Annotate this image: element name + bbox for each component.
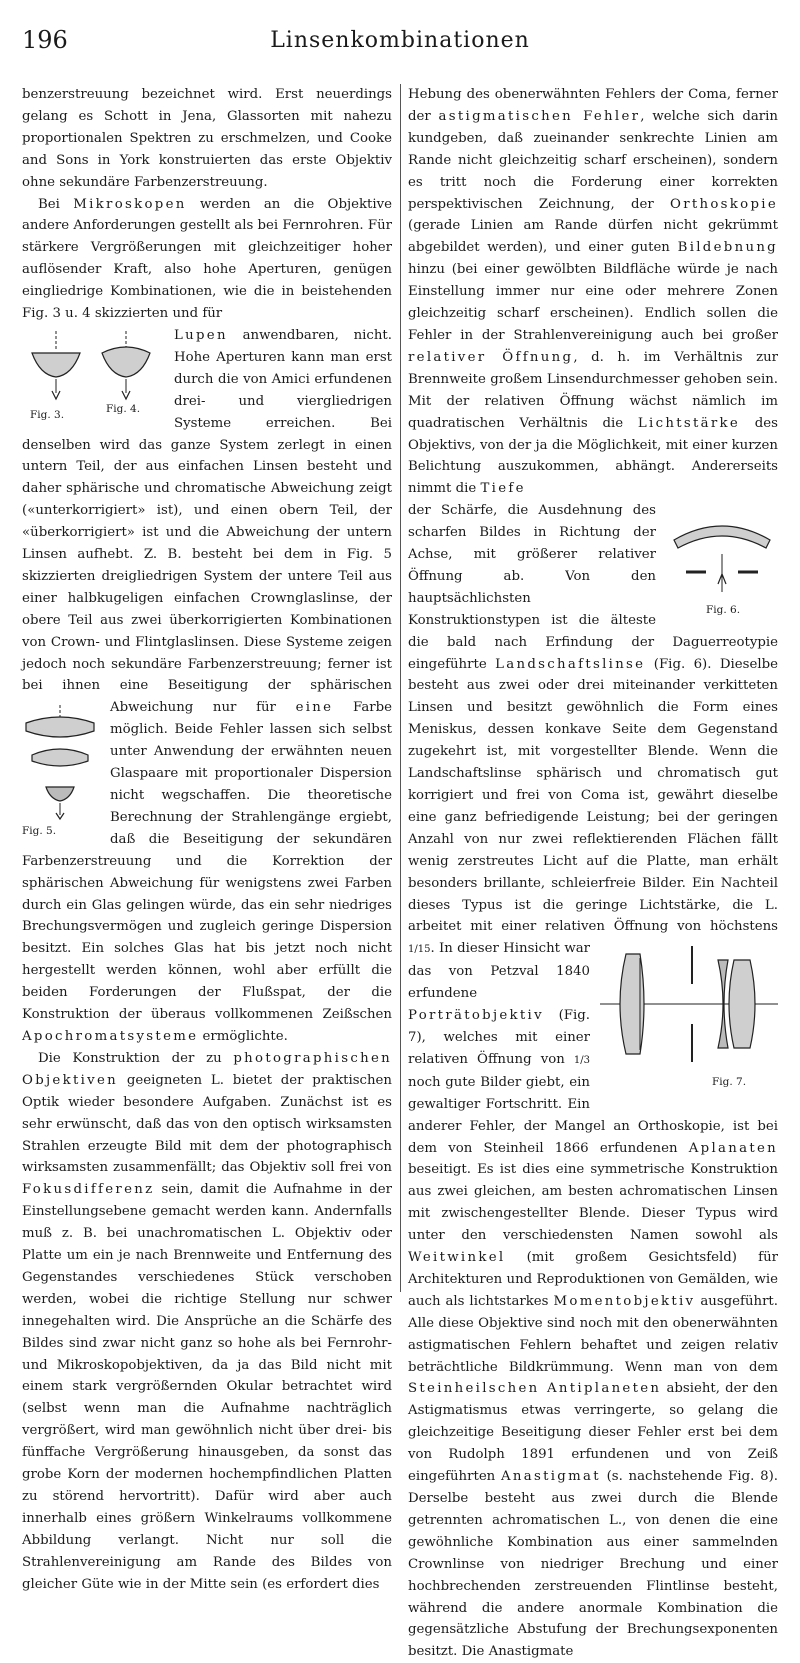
figure-5-caption: Fig. 5.	[22, 825, 57, 838]
figure-3-4	[22, 327, 164, 423]
paragraph-continued: Hebung des obenerwähnten Fehlers der Coma, ferner der astigmatischen Fehler, welche sich darin kundgeben, daß zueinander senkrechte Linien am Rande nicht gleichzeitig scharf erscheinen), sondern es tritt noch die Forderung einer korrekten perspektivischen Zeichnung, der Orthoskopie (gerade Linien am Rande dürfen nicht gekrümmt abgebildet werden), und einer guten Bildebnung hinzu (bei einer gewölbten Bildfläche würde je nach Einstellung immer nur eine oder mehrere Zonen gleichzeitig scharf erscheinen). Endlich sollen die Fehler in der Strahlenvereinigung auch bei großer relativer Öffnung, d. h. im Verhältnis zur Brennweite großem Linsendurchmesser gehoben sein. Mit der relativen Öffnung wächst nämlich im quadratischen Verhältnis die Lichtstärke des Objektivs, von der ja die Möglichkeit, mit einer kurzen Belichtung auszukommen, abhängt. Andererseits nimmt die Tiefe	[408, 87, 778, 497]
portrait-objective-diagram	[600, 944, 778, 1094]
figure-7-caption: Fig. 7.	[712, 1076, 747, 1089]
running-title: Linsenkombinationen	[270, 28, 530, 53]
figure-4-caption: Fig. 4.	[106, 402, 141, 415]
left-column: benzerstreuung bezeichnet wird. Erst neuerdings gelang es Schott in Jena, Glassorten mit nahezu proportionalen Spektren zu erschmelzen, und Cooke and Sons in York konstruierten das erste Objektiv ohne sekundäre Farbenzerstreuung. Bei Mikroskopen werden an die Objektive andere Anforderungen gestellt als bei Fernrohren. Für stärkere Vergrößerungen mit gleichzeitiger hoher auflösender Kraft, also hohe Aperturen, genügen eingliedrige Kombinationen, wie die in beistehenden Fig. 3 u. 4 skizzierten und für Fig. 3. Fig. 4. Lupen anwendbaren, nicht. Hohe Aperturen kann man erst durch die von Amici erfundenen drei- und viergliedrigen Systeme erreichen. Bei denselben wird das ganze System zerlegt in einen untern Teil, der aus einfachen Linsen besteht und daher sphärische und chromatische Abweichung zeigt («unterkorrigiert» ist), und einen obern Teil, der «überkorrigiert» ist und die Abweichung der untern Linsen aufhebt. Z. B. besteht bei dem in Fig. 5 skizzierten dreigliedrigen System der untere Teil aus einer halbkugeligen einfachen Crownglaslinse, der obere Teil aus zwei überkorrigierten Kombinationen von Crown- und Flintglaslinsen. Diese Systeme zeigen jedoch noch sekundäre Farbenzerstreuung; ferner ist bei ihnen eine Beseitigung der sphärischen Abweichung nur für Fig. 5. eine Farbe möglich. Beide Fehler lassen sich selbst unter Anwendung der erwähnten neuen Glaspaare mit proportionaler Dispersion nicht wegschaffen. Die theoretische Berechnung der Strahlengänge ergiebt, daß die Beseitigung der sekundären Farbenzerstreuung und die Korrektion der sphärischen Abweichung für wenigstens zwei Farben durch ein Glas gelingen würde, das ein sehr niedriges Brechungsvermögen und zugleich geringe Dispersion besitzt. Ein solches Glas hat bis jetzt noch nicht hergestellt werden können, wohl aber erfüllt die beiden Forderungen der Flußspat, der die Konstruktion der überaus vollkommenen Zeißschen Apochromatsysteme ermöglichte. Die Konstruktion der zu photographischen Objektiven geeigneten L. bietet der praktischen Optik wieder besondere Aufgaben. Zunächst ist es sehr erwünscht, daß das von den optisch wirksamsten Strahlen erzeugte Bild mit dem der photographisch wirksamsten zusammenfällt; das Objektiv soll frei von Fokusdifferenz sein, damit die Aufnahme in der Einstellungsebene gemacht werden kann. Andernfalls muß z. B. bei unachromatischen L. Objektiv oder Platte um ein je nach Brennweite und Entfernung des Gegenstandes verschiedenes Stück verschoben werden, wobei die richtige Stellung nur schwer innegehalten wird. Die Ansprüche an die Schärfe des Bildes sind zwar nicht ganz so hohe als bei Fernrohr- und Mikroskopobjektiven, da ja das Bild nicht mit einem stark vergrößernden Okular betrachtet wird (selbst wenn man die Aufnahme nachträglich vergrößert, wird man gewöhnlich nicht über drei- bis fünffache Vergrößerung hinausgeben, da sonst das grobe Korn der modernen hochempfindlichen Platten zu störend hervortritt). Dafür wird aber auch innerhalb eines größern Winkelraums vollkommene Abbildung verlangt. Nicht nur soll die Strahlenvereinigung am Rande des Bildes von gleicher Güte wie in der Mitte sein (es erfordert dies	[22, 84, 392, 1596]
figure-7	[600, 944, 778, 1094]
lens-diagram-fig5	[22, 703, 100, 839]
page	[22, 20, 778, 1660]
figure-5	[22, 703, 100, 839]
right-column: Hebung des obenerwähnten Fehlers der Coma, ferner der astigmatischen Fehler, welche sich darin kundgeben, daß zueinander senkrechte Linien am Rande nicht gleichzeitig scharf erscheinen), sondern es tritt noch die Forderung einer korrekten perspektivischen Zeichnung, der Orthoskopie (gerade Linien am Rande dürfen nicht gekrümmt abgebildet werden), und einer guten Bildebnung hinzu (bei einer gewölbten Bildfläche würde je nach Einstellung immer nur eine oder mehrere Zonen gleichzeitig scharf erscheinen). Endlich sollen die Fehler in der Strahlenvereinigung auch bei großer relativer Öffnung, d. h. im Verhältnis zur Brennweite großem Linsendurchmesser gehoben sein. Mit der relativen Öffnung wächst nämlich im quadratischen Verhältnis die Lichtstärke des Objektivs, von der ja die Möglichkeit, mit einer kurzen Belichtung auszukommen, abhängt. Andererseits nimmt die Tiefe Fig. 6. der Schärfe, die Ausdehnung des scharfen Bildes in Richtung der Achse, mit größerer relativer Öffnung ab. Von den hauptsächlichsten Konstruktionstypen ist die älteste die bald nach Erfindung der Daguerreotypie eingeführte Landschaftslinse (Fig. 6). Dieselbe besteht aus zwei oder drei miteinander verkitteten Linsen und besitzt gewöhnlich die Form eines Meniskus, dessen konkave Seite dem Gegenstand zugekehrt ist, mit vorgestellter Blende. Wenn die Landschaftslinse sphärisch und chromatisch gut korrigiert und frei von Coma ist, gewährt dieselbe eine ganz befriedigende Leistung; bei der geringen Anzahl von nur zwei reflektierenden Flächen fällt wenig zerstreutes Licht auf die Platte, man erhält besonders brillante, schleierfreie Bilder. Ein Nachteil dieses Typus ist die geringe Lichtstärke, die L. arbeitet mit einer relativen Öffnung von höchstens Fig. 7. 1/15. In dieser Hinsicht war das von Petzval 1840 erfundene Porträtobjektiv (Fig. 7), welches mit einer relativen Öffnung von 1/3 noch gute Bilder giebt, ein gewaltiger Fortschritt. Ein anderer Fehler, der Mangel an Orthoskopie, ist bei dem von Steinheil 1866 erfundenen Aplanaten beseitigt. Es ist dies eine symmetrische Konstruktion aus zwei gleichen, am besten achromatischen Linsen mit zwischengestellter Blende. Dieser Typus wird unter den verschiedensten Namen sowohl als Weitwinkel (mit großem Gesichtsfeld) für Architekturen und Reproduktionen von Gemälden, wie auch als lichtstarkes Momentobjektiv ausgeführt. Alle diese Objektive sind noch mit den obenerwähnten astigmatischen Fehlern behaftet und zeigen relativ beträchtliche Bildkrümmung. Wenn man von dem Steinheilschen Antiplaneten absieht, der den Astigmatismus etwas verringerte, so gelang die gleichzeitige Beseitigung dieser Fehler erst bei dem von Rudolph 1891 erfundenen und von Zeiß eingeführten Anastigmat (s. nachstehende Fig. 8). Derselbe besteht aus zwei durch die Blende getrennten achromatischen L., von denen die eine gewöhnliche Kombination aus einer sammelnden Crownlinse von niedriger Brechung und einer hochbrechenden zerstreuenden Flintlinse besteht, während die andere anormale Kombination die gegensätzliche Abstufung der Brechungsexponenten besitzt. Die Anastigmate	[408, 84, 778, 1663]
column-rule	[400, 84, 401, 1292]
page-number: 196	[22, 26, 68, 54]
page-header	[22, 20, 778, 60]
paragraph-mikroskope: Bei Mikroskopen werden an die Objektive andere Anforderungen gestellt als bei Fernrohren. Für stärkere Vergrößerungen mit gleichzeitiger hoher auflösender Kraft, also hohe Aperturen, genügen eingliedrige Kombinationen, wie die in beistehenden Fig. 3 u. 4 skizzierten und für	[22, 196, 393, 322]
paragraph: benzerstreuung bezeichnet wird. Erst neuerdings gelang es Schott in Jena, Glassorten mit nahezu proportionalen Spektren zu erschmelzen, und Cooke and Sons in York konstruierten das erste Objektiv ohne sekundäre Farbenzerstreuung.	[22, 87, 392, 190]
paragraph-photographische-objektive: Die Konstruktion der zu photographischen Objektiven geeigneten L. bietet der praktischen Optik wieder besondere Aufgaben. Zunächst ist es sehr erwünscht, daß das von den optisch wirksamsten Strahlen erzeugte Bild mit dem der photographisch wirksamsten zusammenfällt; das Objektiv soll frei von Fokusdifferenz sein, damit die Aufnahme in der Einstellungsebene gemacht werden kann. Andernfalls muß z. B. bei unachromatischen L. Objektiv oder Platte um ein je nach Brennweite und Entfernung des Gegenstandes verschiedenes Stück verschoben werden, wobei die richtige Stellung nur schwer innegehalten wird. Die Ansprüche an die Schärfe des Bildes sind zwar nicht ganz so hohe als bei Fernrohr- und Mikroskopobjektiven, da ja das Bild nicht mit einem stark vergrößernden Okular betrachtet wird (selbst wenn man die Aufnahme nachträglich vergrößert, wird man gewöhnlich nicht über drei- bis fünffache Vergrößerung hinausgeben, da sonst das grobe Korn der modernen hochempfindlichen Platten zu störend hervortritt). Dafür wird aber auch innerhalb eines größern Winkelraums vollkommene Abbildung verlangt. Nicht nur soll die Strahlenvereinigung am Rande des Bildes von gleicher Güte wie in der Mitte sein (es erfordert dies	[22, 1050, 392, 1592]
figure-6	[666, 506, 778, 618]
figure-6-caption: Fig. 6.	[706, 604, 741, 617]
figure-3-caption: Fig. 3.	[30, 408, 65, 421]
